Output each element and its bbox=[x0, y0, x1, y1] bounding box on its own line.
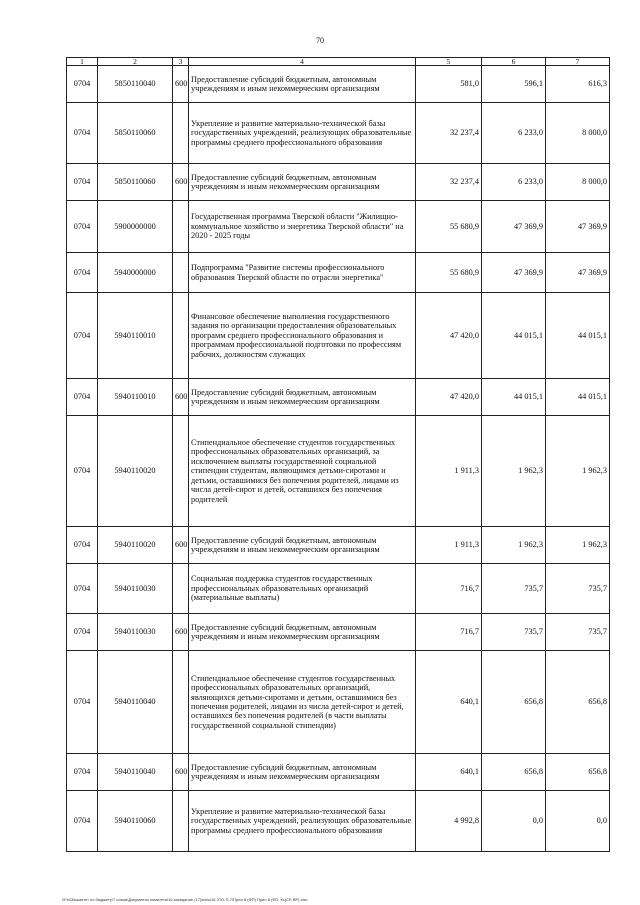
amount-col6-cell: 47 369,9 bbox=[482, 201, 546, 253]
expense-type-cell: 600 bbox=[173, 754, 189, 791]
section-code-cell: 0704 bbox=[67, 103, 98, 164]
column-number-6: 6 bbox=[482, 58, 546, 66]
amount-col7-cell: 735,7 bbox=[546, 564, 610, 614]
table-body bbox=[67, 66, 610, 852]
target-article-cell: 5940110010 bbox=[98, 379, 173, 416]
amount-col7-cell: 47 369,9 bbox=[546, 201, 610, 253]
amount-col5-cell: 55 680,9 bbox=[416, 253, 482, 293]
section-code-cell: 0704 bbox=[67, 416, 98, 527]
amount-col6-cell: 1 962,3 bbox=[482, 416, 546, 527]
amount-col5-cell: 581,0 bbox=[416, 66, 482, 103]
section-code-cell: 0704 bbox=[67, 527, 98, 564]
amount-col7-cell: 1 962,3 bbox=[546, 527, 610, 564]
item-name-cell: Подпрограмма "Развитие системы профессионального образования Тверской области по отрасли энергетика" bbox=[189, 253, 416, 293]
column-number-2: 2 bbox=[98, 58, 173, 66]
amount-col7-cell: 656,8 bbox=[546, 651, 610, 754]
amount-col6-cell: 0,0 bbox=[482, 791, 546, 852]
item-name-cell: Предоставление субсидий бюджетным, автономным учреждениям и иным некоммерческим организациям bbox=[189, 66, 416, 103]
amount-col5-cell: 47 420,0 bbox=[416, 379, 482, 416]
section-code-cell: 0704 bbox=[67, 791, 98, 852]
table-row bbox=[67, 253, 610, 293]
amount-col5-cell: 1 911,3 bbox=[416, 527, 482, 564]
amount-col7-cell: 735,7 bbox=[546, 614, 610, 651]
column-number-1: 1 bbox=[67, 58, 98, 66]
table-row bbox=[67, 791, 610, 852]
amount-col6-cell: 44 015,1 bbox=[482, 379, 546, 416]
target-article-cell: 5940110030 bbox=[98, 564, 173, 614]
expense-type-cell bbox=[173, 651, 189, 754]
section-code-cell: 0704 bbox=[67, 754, 98, 791]
target-article-cell: 5850110060 bbox=[98, 164, 173, 201]
amount-col6-cell: 735,7 bbox=[482, 614, 546, 651]
column-number-5: 5 bbox=[416, 58, 482, 66]
target-article-cell: 5940110010 bbox=[98, 293, 173, 379]
amount-col7-cell: 616,3 bbox=[546, 66, 610, 103]
amount-col6-cell: 735,7 bbox=[482, 564, 546, 614]
expense-type-cell bbox=[173, 416, 189, 527]
amount-col5-cell: 55 680,9 bbox=[416, 201, 482, 253]
expense-type-cell bbox=[173, 253, 189, 293]
amount-col7-cell: 44 015,1 bbox=[546, 293, 610, 379]
table-row bbox=[67, 754, 610, 791]
amount-col5-cell: 716,7 bbox=[416, 614, 482, 651]
table-row bbox=[67, 201, 610, 253]
item-name-cell: Предоставление субсидий бюджетным, автономным учреждениям и иным некоммерческим организациям bbox=[189, 164, 416, 201]
table-row bbox=[67, 379, 610, 416]
target-article-cell: 5940110060 bbox=[98, 791, 173, 852]
table-row bbox=[67, 416, 610, 527]
file-path-footer: \\Fs03\комитет по бюджету\7 созыв\Документы комитета\16 заседание (17)\к\к\к\16 ЗТО-П-7\Прил 8 (ФП) Прил 8 (ФП, КЦСР, ВР).xlsx bbox=[62, 897, 308, 902]
amount-col7-cell: 8 000,0 bbox=[546, 164, 610, 201]
amount-col6-cell: 6 233,0 bbox=[482, 164, 546, 201]
item-name-cell: Укрепление и развитие материально-технической базы государственных учреждений, реализующих образовательные программы среднего профессионального образования bbox=[189, 103, 416, 164]
section-code-cell: 0704 bbox=[67, 253, 98, 293]
budget-table bbox=[66, 57, 610, 852]
column-number-7: 7 bbox=[546, 58, 610, 66]
amount-col6-cell: 6 233,0 bbox=[482, 103, 546, 164]
expense-type-cell: 600 bbox=[173, 379, 189, 416]
page-number: 70 bbox=[316, 36, 324, 45]
section-code-cell: 0704 bbox=[67, 564, 98, 614]
amount-col6-cell: 1 962,3 bbox=[482, 527, 546, 564]
item-name-cell: Государственная программа Тверской области "Жилищно-коммунальное хозяйство и энергетика Тверской области" на 2020 - 2025 годы bbox=[189, 201, 416, 253]
amount-col6-cell: 596,1 bbox=[482, 66, 546, 103]
table-row bbox=[67, 564, 610, 614]
target-article-cell: 5940110040 bbox=[98, 651, 173, 754]
item-name-cell: Социальная поддержка студентов государственных профессиональных образовательных организаций (материальные выплаты) bbox=[189, 564, 416, 614]
amount-col6-cell: 44 015,1 bbox=[482, 293, 546, 379]
section-code-cell: 0704 bbox=[67, 293, 98, 379]
column-number-4: 4 bbox=[189, 58, 416, 66]
table-row bbox=[67, 293, 610, 379]
target-article-cell: 5940110020 bbox=[98, 527, 173, 564]
item-name-cell: Предоставление субсидий бюджетным, автономным учреждениям и иным некоммерческим организациям bbox=[189, 527, 416, 564]
target-article-cell: 5940110020 bbox=[98, 416, 173, 527]
target-article-cell: 5850110040 bbox=[98, 66, 173, 103]
section-code-cell: 0704 bbox=[67, 201, 98, 253]
item-name-cell: Финансовое обеспечение выполнения государственного задания по организации предоставления образовательных программ среднего профессионального образования и программам профессиональной подготовки по профессиям рабочих, должностям служащих bbox=[189, 293, 416, 379]
target-article-cell: 5940110040 bbox=[98, 754, 173, 791]
table-row bbox=[67, 614, 610, 651]
expense-type-cell bbox=[173, 791, 189, 852]
amount-col5-cell: 47 420,0 bbox=[416, 293, 482, 379]
section-code-cell: 0704 bbox=[67, 651, 98, 754]
target-article-cell: 5940000000 bbox=[98, 253, 173, 293]
table-row bbox=[67, 66, 610, 103]
target-article-cell: 5900000000 bbox=[98, 201, 173, 253]
section-code-cell: 0704 bbox=[67, 66, 98, 103]
expense-type-cell bbox=[173, 201, 189, 253]
amount-col5-cell: 32 237,4 bbox=[416, 103, 482, 164]
expense-type-cell: 600 bbox=[173, 164, 189, 201]
table-row bbox=[67, 103, 610, 164]
column-number-3: 3 bbox=[173, 58, 189, 66]
section-code-cell: 0704 bbox=[67, 614, 98, 651]
amount-col5-cell: 640,1 bbox=[416, 651, 482, 754]
expense-type-cell: 600 bbox=[173, 66, 189, 103]
amount-col7-cell: 656,8 bbox=[546, 754, 610, 791]
amount-col6-cell: 47 369,9 bbox=[482, 253, 546, 293]
item-name-cell: Укрепление и развитие материально-технической базы государственных учреждений, реализующих образовательные программы среднего профессионального образования bbox=[189, 791, 416, 852]
expense-type-cell bbox=[173, 293, 189, 379]
amount-col5-cell: 4 992,8 bbox=[416, 791, 482, 852]
item-name-cell: Предоставление субсидий бюджетным, автономным учреждениям и иным некоммерческим организациям bbox=[189, 614, 416, 651]
section-code-cell: 0704 bbox=[67, 379, 98, 416]
target-article-cell: 5940110030 bbox=[98, 614, 173, 651]
item-name-cell: Предоставление субсидий бюджетным, автономным учреждениям и иным некоммерческим организациям bbox=[189, 379, 416, 416]
expense-type-cell: 600 bbox=[173, 527, 189, 564]
amount-col7-cell: 8 000,0 bbox=[546, 103, 610, 164]
amount-col6-cell: 656,8 bbox=[482, 651, 546, 754]
amount-col5-cell: 32 237,4 bbox=[416, 164, 482, 201]
target-article-cell: 5850110060 bbox=[98, 103, 173, 164]
expense-type-cell bbox=[173, 103, 189, 164]
table-row bbox=[67, 651, 610, 754]
expense-type-cell bbox=[173, 564, 189, 614]
amount-col7-cell: 0,0 bbox=[546, 791, 610, 852]
table-row bbox=[67, 164, 610, 201]
amount-col5-cell: 1 911,3 bbox=[416, 416, 482, 527]
column-number-row bbox=[67, 58, 610, 66]
section-code-cell: 0704 bbox=[67, 164, 98, 201]
expense-type-cell: 600 bbox=[173, 614, 189, 651]
amount-col7-cell: 44 015,1 bbox=[546, 379, 610, 416]
table-row bbox=[67, 527, 610, 564]
item-name-cell: Стипендиальное обеспечение студентов государственных профессиональных образовательных организаций, за исключением выплаты государственной социальной стипендии студентам, являющимся детьми-сиротами и детьми, оставшимися без попечения родителей, лицами из числа детей-сирот и детей, оставшихся без попечения родителей bbox=[189, 416, 416, 527]
amount-col7-cell: 47 369,9 bbox=[546, 253, 610, 293]
amount-col5-cell: 716,7 bbox=[416, 564, 482, 614]
item-name-cell: Предоставление субсидий бюджетным, автономным учреждениям и иным некоммерческим организациям bbox=[189, 754, 416, 791]
amount-col5-cell: 640,1 bbox=[416, 754, 482, 791]
item-name-cell: Стипендиальное обеспечение студентов государственных профессиональных образовательных организаций, являющихся детьми-сиротами и детьми, оставшимися без попечения родителей, лицами из числа детей-сирот и детей, оставшихся без попечения родителей (в части выплаты государственной социальной стипендии) bbox=[189, 651, 416, 754]
amount-col6-cell: 656,8 bbox=[482, 754, 546, 791]
amount-col7-cell: 1 962,3 bbox=[546, 416, 610, 527]
